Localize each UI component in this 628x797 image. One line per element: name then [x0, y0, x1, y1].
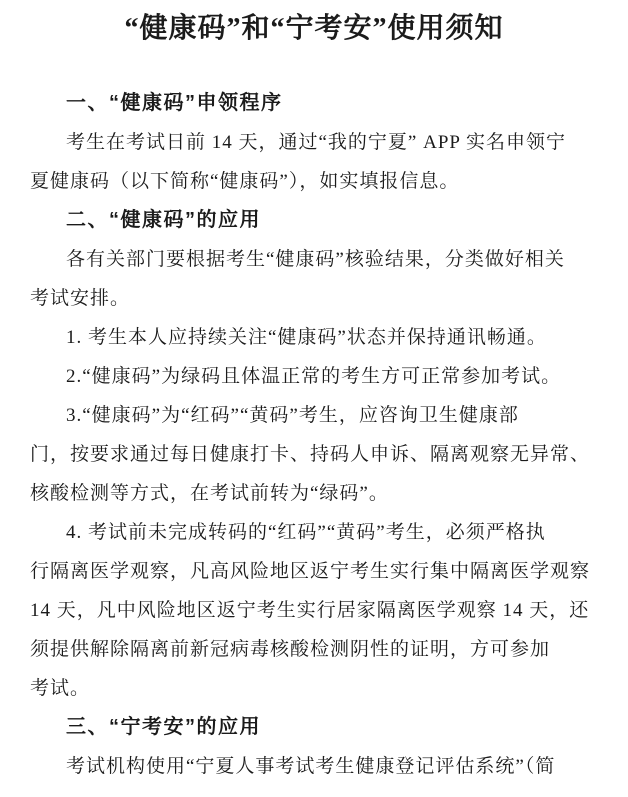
section-2-heading: 二、“健康码”的应用: [66, 209, 261, 231]
list-item-4-line: 4. 考试前未完成转码的“红码”“黄码”考生，必须严格执: [66, 522, 546, 543]
paragraph-line: 夏健康码（以下简称“健康码”），如实填报信息。: [30, 171, 460, 192]
paragraph-line: 考试机构使用“宁夏人事考试考生健康登记评估系统”（简: [66, 756, 556, 777]
list-item-2-line: 2.“健康码”为绿码且体温正常的考生方可正常参加考试。: [66, 366, 562, 387]
list-item-1-line: 1. 考生本人应持续关注“健康码”状态并保持通讯畅通。: [66, 327, 547, 348]
paragraph-line: 各有关部门要根据考生“健康码”核验结果，分类做好相关: [66, 249, 565, 270]
list-item-3-line: 核酸检测等方式，在考试前转为“绿码”。: [30, 483, 389, 504]
list-item-4-line: 行隔离医学观察，凡高风险地区返宁考生实行集中隔离医学观察: [30, 561, 591, 582]
list-item-4-line: 须提供解除隔离前新冠病毒核酸检测阴性的证明，方可参加: [30, 639, 551, 660]
document-body: [0, 84, 628, 786]
list-item-4-line: 考试。: [30, 678, 91, 699]
document-title: “健康码”和“宁考安”使用须知: [124, 13, 504, 44]
section-3-heading: 三、“宁考安”的应用: [66, 716, 261, 738]
paragraph-line: 考试安排。: [30, 288, 131, 309]
list-item-4-line: 14 天，凡中风险地区返宁考生实行居家隔离医学观察 14 天，还: [30, 600, 590, 621]
section-1-heading: 一、“健康码”申领程序: [66, 92, 283, 114]
paragraph-line: 考生在考试日前 14 天，通过“我的宁夏” APP 实名申领宁: [66, 132, 567, 153]
list-item-3-line: 门，按要求通过每日健康打卡、持码人申诉、隔离观察无异常、: [30, 444, 591, 465]
list-item-3-line: 3.“健康码”为“红码”“黄码”考生，应咨询卫生健康部: [66, 405, 519, 426]
